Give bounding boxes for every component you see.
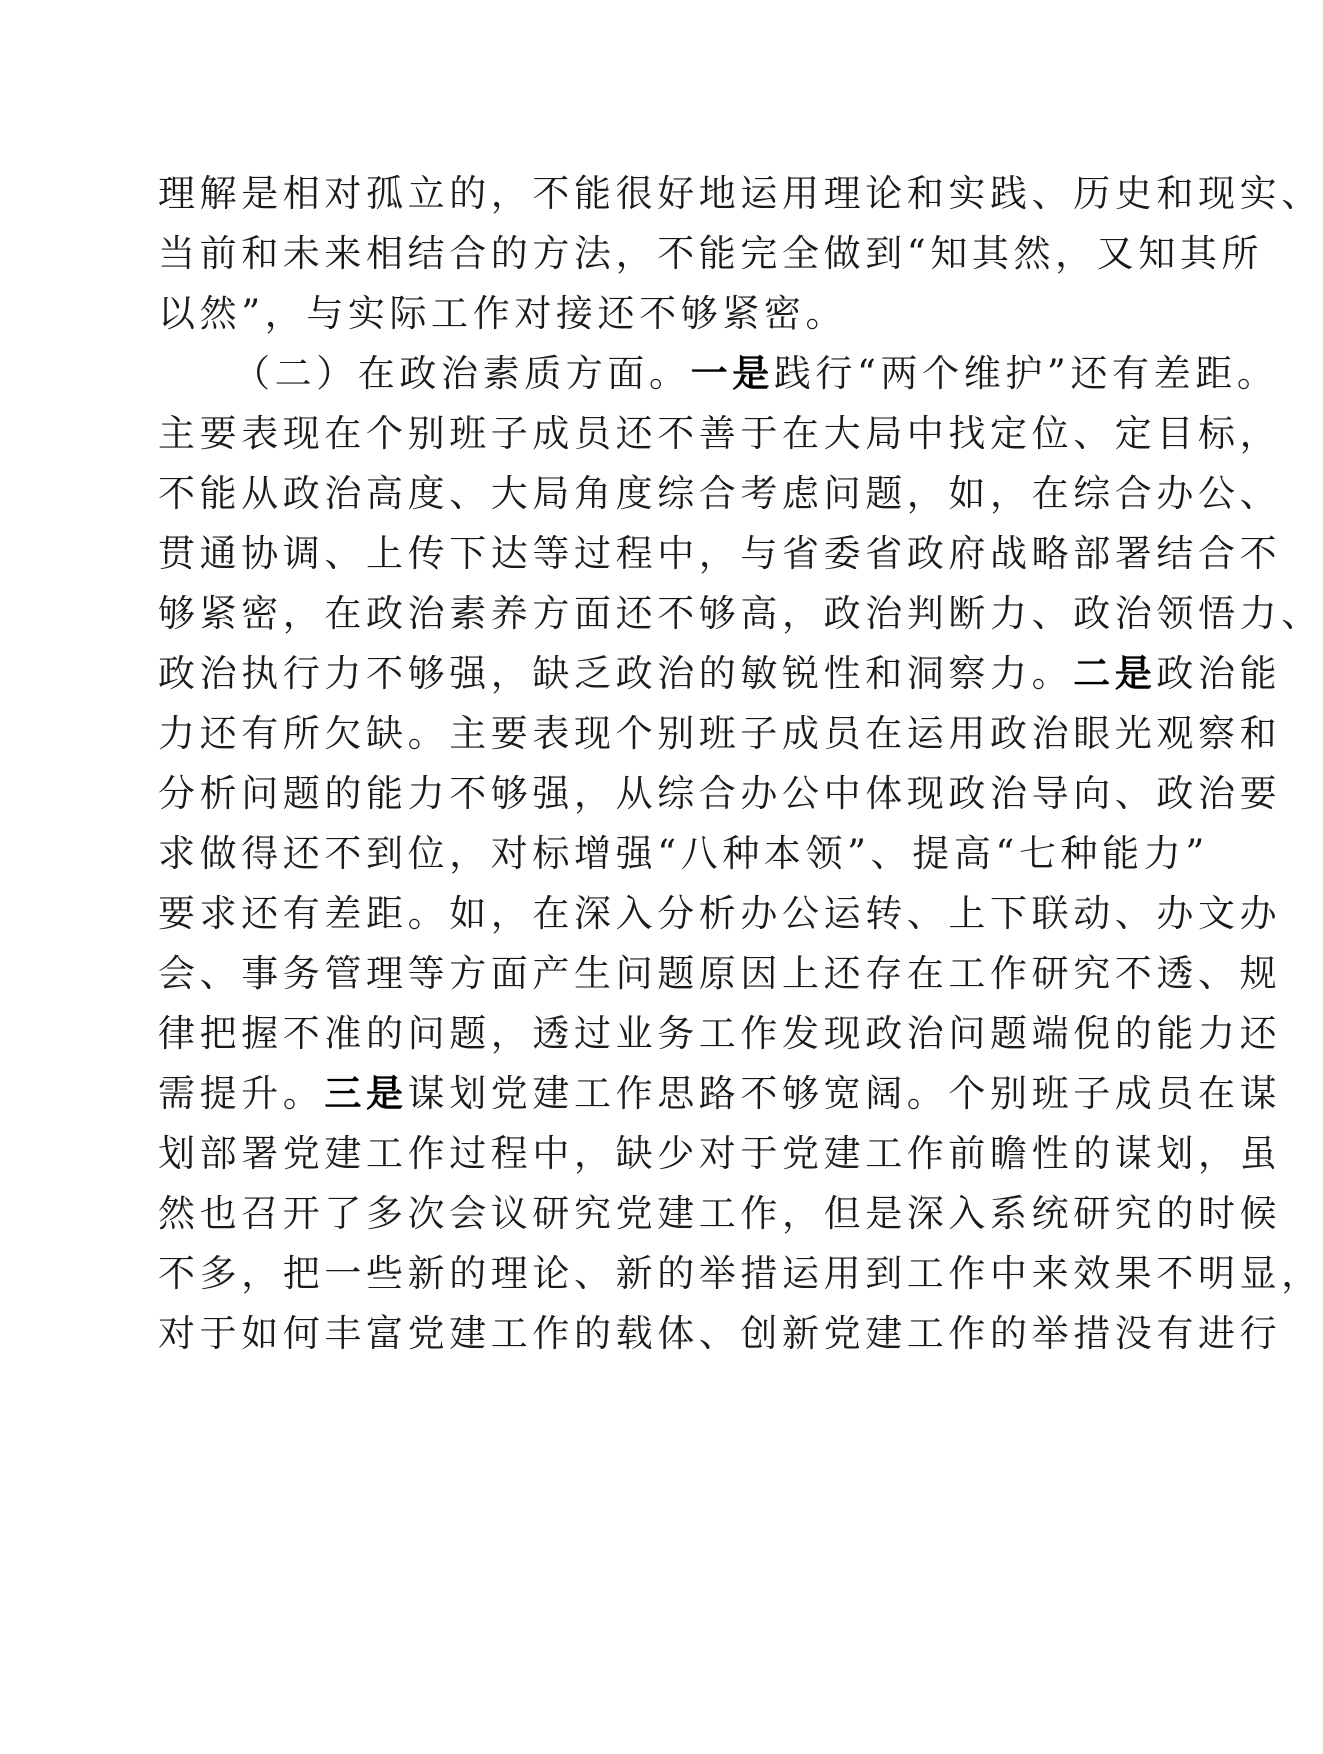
text-run: 政治能 [1156,652,1282,695]
text-line: 当前和未来相结合的方法，不能完全做到“知其然，又知其所 [158,232,1264,275]
text-line: 划部署党建工作过程中，缺少对于党建工作前瞻性的谋划，虽 [158,1132,1282,1175]
text-run: 践行“两个维护”还有差距。 [773,352,1279,395]
text-line: 对于如何丰富党建工作的载体、创新党建工作的举措没有进行 [158,1312,1282,1355]
emphasis-first: 一是 [690,352,774,395]
text-line: 律把握不准的问题，透过业务工作发现政治问题端倪的能力还 [158,1012,1282,1055]
text-line: 求做得还不到位，对标增强“八种本领”、提高“七种能力” [158,832,1209,875]
text-line: 不能从政治高度、大局角度综合考虑问题，如，在综合办公、 [158,472,1282,515]
text-line: 主要表现在个别班子成员还不善于在大局中找定位、定目标， [158,412,1282,455]
text-line [158,1072,1282,1116]
text-line: 不多，把一些新的理论、新的举措运用到工作中来效果不明显， [158,1252,1323,1295]
text-line: 会、事务管理等方面产生问题原因上还存在工作研究不透、规 [158,952,1282,995]
text-line: 贯通协调、上传下达等过程中，与省委省政府战略部署结合不 [158,532,1282,575]
text-line: 力还有所欠缺。主要表现个别班子成员在运用政治眼光观察和 [158,712,1282,755]
section-heading: （二）在政治素质方面。 [233,352,691,395]
text-line: 理解是相对孤立的，不能很好地运用理论和实践、历史和现实、 [158,172,1323,215]
text-run: 需提升。 [158,1072,325,1115]
text-run: 政治执行力不够强，缺乏政治的敏锐性和洞察力。 [158,652,1074,695]
text-line: 以然”，与实际工作对接还不够紧密。 [158,292,848,335]
emphasis-third: 三是 [324,1072,408,1115]
text-line [158,652,1282,696]
text-line: 分析问题的能力不够强，从综合办公中体现政治导向、政治要 [158,772,1282,815]
text-line: 够紧密，在政治素养方面还不够高，政治判断力、政治领悟力、 [158,592,1323,635]
text-line: 要求还有差距。如，在深入分析办公运转、上下联动、办文办 [158,892,1282,935]
text-run: 谋划党建工作思路不够宽阔。个别班子成员在谋 [407,1072,1282,1115]
section-heading-line [233,352,1279,396]
text-line: 然也召开了多次会议研究党建工作，但是深入系统研究的时候 [158,1192,1282,1235]
emphasis-second: 二是 [1073,652,1157,695]
